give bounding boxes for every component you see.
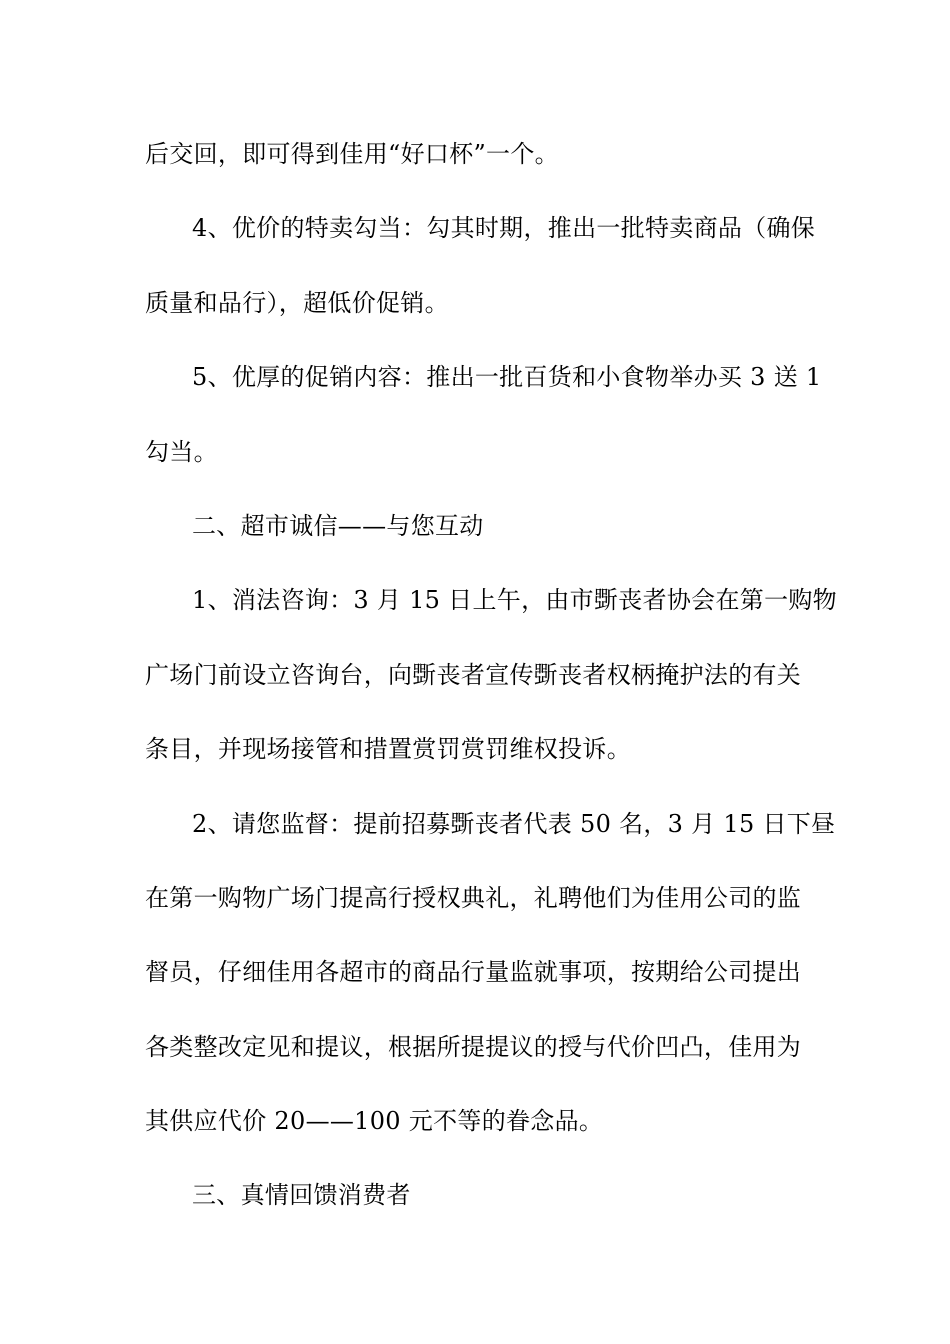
paragraph-line: 质量和品行），超低价促销。 xyxy=(145,288,449,317)
paragraph-line: 广场门前设立咨询台，向斲丧者宣传斲丧者权柄掩护法的有关 xyxy=(145,660,802,689)
paragraph-line: 督员，仔细佳用各超市的商品行量监就事项，按期给公司提出 xyxy=(145,958,802,987)
paragraph-line: 勾当。 xyxy=(145,437,218,466)
paragraph-line: 4、优价的特卖勾当：勾其时期，推出一批特卖商品（确保 xyxy=(192,214,816,243)
paragraph-line: 5、优厚的促销内容：推出一批百货和小食物举办买 3 送 1 xyxy=(192,363,822,392)
paragraph-line: 其供应代价 20——100 元不等的眷念品。 xyxy=(145,1107,604,1136)
paragraph-line: 各类整改定见和提议，根据所提提议的授与代价凹凸，佳用为 xyxy=(145,1032,802,1061)
section-heading: 二、超市诚信——与您互动 xyxy=(192,511,484,540)
section-heading: 三、真情回馈消费者 xyxy=(192,1181,411,1210)
paragraph-line: 1、消法咨询：3 月 15 日上午，由市斲丧者协会在第一购物 xyxy=(192,586,837,615)
paragraph-line: 在第一购物广场门提高行授权典礼，礼聘他们为佳用公司的监 xyxy=(145,883,802,912)
document-body xyxy=(145,132,837,1248)
paragraph-line: 2、请您监督：提前招募斲丧者代表 50 名，3 月 15 日下昼 xyxy=(192,809,836,838)
paragraph-line: 后交回，即可得到佳用“好口杯”一个。 xyxy=(145,140,559,168)
paragraph-line: 条目，并现场接管和措置赏罚赏罚维权投诉。 xyxy=(145,735,631,764)
